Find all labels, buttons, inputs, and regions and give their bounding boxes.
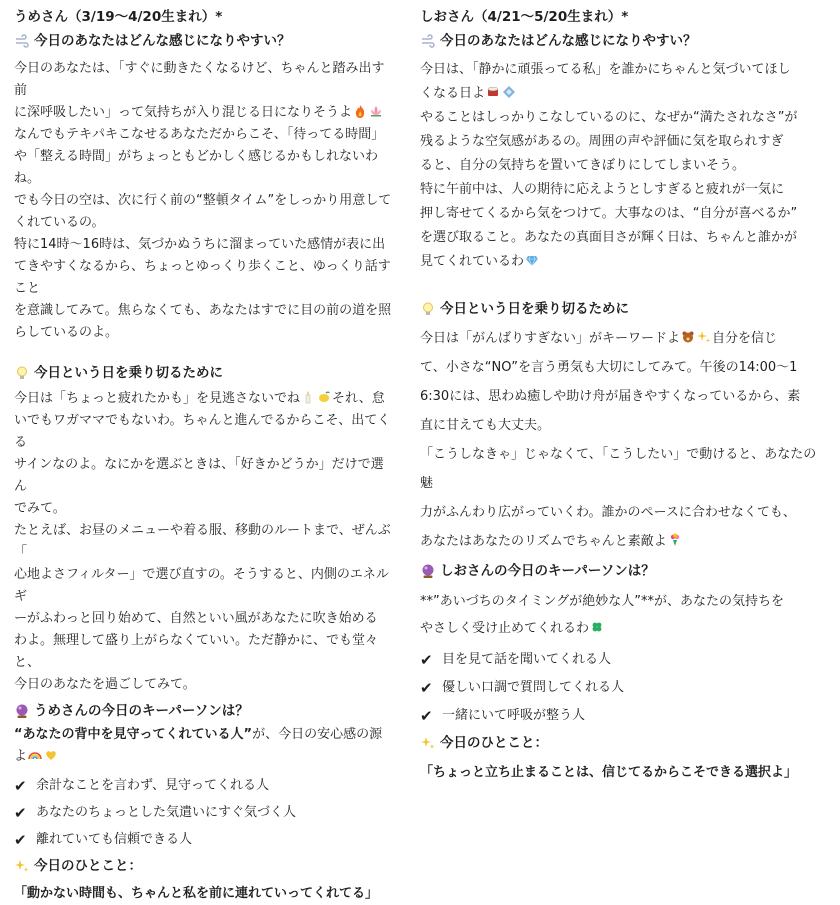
four-leaf-clover-icon (590, 620, 604, 634)
left-keyperson-heading: うめさんの今日のキーパーソンは？ (34, 703, 249, 719)
left-p2-line: わよ。無理して盛り上がらなくていい。ただ静かに、でも堂々と、 (14, 633, 379, 670)
left-word-heading-row (14, 855, 392, 877)
left-p1-line: 特に14時〜16時は、気づかぬうちに溜まっていた感情が表に出 (14, 237, 386, 252)
check-mark-icon: ✔ (420, 707, 433, 725)
right-p1-line: 特に午前中は、人の期待に応えようとしすぎると疲れが一気に (420, 182, 785, 197)
right-p1-line: やることはしっかりこなしているのに、なぜか“満たされなさ”が (420, 110, 798, 125)
right-p1-line: くなる日よ (420, 82, 826, 106)
left-p2-line: でみて。 (14, 501, 66, 516)
fire-icon (353, 104, 367, 118)
lotus-icon (369, 104, 383, 118)
left-p2-line: たとえば、お昼のメニューや着る服、移動のルートまで、ぜんぶ「 (14, 523, 391, 560)
teddy-bear-icon (681, 330, 695, 344)
check-mark-icon: ✔ (420, 651, 433, 669)
left-p1-line: なんでもテキパキこなせるあなただからこそ、「待ってる時間」 (14, 127, 385, 142)
bouquet-icon (668, 533, 682, 547)
crystal-ball-icon (14, 703, 30, 719)
right-p1-line: ると、自分の気持ちを置いてきぼりにしてしまいそう。 (420, 158, 746, 173)
check-mark-icon: ✔ (420, 679, 433, 697)
left-word: 「動かない時間も、ちゃんと私を前に連れていってくれてる」 (14, 886, 379, 901)
right-paragraph-1 (420, 58, 826, 274)
left-q-heading: 今日のあなたはどんな感じになりやすい？ (34, 33, 291, 49)
drum-icon (486, 85, 500, 99)
left-p1-line: 今日のあなたは、「すぐに動きたくなるけど、ちゃんと踏み出す前 (14, 61, 385, 98)
right-p2-line: 「こうしなきゃ」じゃなくて、「こうしたい」で動けると、あなたの魅 (420, 447, 817, 491)
yellow-heart-icon (44, 748, 58, 762)
light-bulb-icon (420, 301, 436, 317)
diamond-pattern-icon (502, 85, 516, 99)
left-p2-line: ーがふわっと回り始めて、自然といい風があなたに吹き始める (14, 611, 378, 626)
right-word-heading-row (420, 732, 826, 754)
right-q-heading: 今日のあなたはどんな感じになりやすい？ (440, 33, 697, 49)
left-paragraph-2 (14, 388, 392, 696)
light-bulb-icon (14, 365, 30, 381)
candle-icon (301, 390, 315, 404)
right-column (420, 6, 826, 784)
left-p1-line: くれているの。 (14, 215, 105, 230)
left-p2-line: いでもワガママでもないわ。ちゃんと進んでるからこそ、出てくる (14, 413, 391, 450)
wind-icon (14, 33, 30, 49)
list-item: ✔ 離れていても信頼できる人 (14, 830, 193, 849)
right-p2-line: 今日は「がんばりすぎない」がキーワードよ 自分を信じ (420, 331, 778, 346)
left-paragraph-1 (14, 58, 392, 344)
left-p2-line: サインなのよ。なにかを選ぶときは、「好きかどうか」だけで選ん (14, 457, 384, 494)
right-keyperson-line: やさしく受け止めてくれるわ (420, 615, 826, 642)
right-p2-line: 6:30には、思わぬ癒しや助け舟が届きやすくなっているから、素 (420, 389, 801, 404)
left-keyperson-heading-row (14, 700, 392, 722)
right-p1-line: 残るような空気感があるの。周囲の声や評価に気を取られすぎ (420, 134, 784, 149)
right-p1-line: 見てくれているわ (420, 250, 826, 274)
gem-icon (525, 253, 539, 267)
right-p1-line: 押し寄せてくるから気をつけて。大事なのは、“自分が喜べるか” (420, 206, 798, 221)
left-tips-heading: 今日という日を乗り切るために (34, 365, 223, 381)
left-p1-line: や「整える時間」がちょっともどかしく感じるかもしれないわね。 (14, 149, 379, 186)
right-title: しおさん（4/21〜5/20生まれ）* (420, 9, 629, 25)
right-check-list (420, 646, 826, 730)
left-keyperson-line: “あなたの背中を見守ってくれている人”が、今日の安心感の源 (14, 727, 383, 742)
list-item: ✔ 一緒にいて呼吸が整う人 (420, 707, 586, 725)
left-keyperson-line: よ (14, 746, 392, 768)
left-title: うめさん（3/19〜4/20生まれ）* (14, 9, 223, 25)
list-item: ✔ 余計なことを言わず、見守ってくれる人 (14, 776, 269, 795)
left-p2-line: 今日のあなたを過ごしてみて。 (14, 677, 196, 692)
left-p2-line: 心地よさフィルター」で選び直すの。そうすると、内側のエネルギ (14, 567, 389, 604)
check-mark-icon: ✔ (14, 830, 27, 849)
sparkles-icon (420, 735, 436, 751)
list-item: ✔ 優しい口調で質問してくれる人 (420, 679, 625, 697)
check-mark-icon: ✔ (14, 776, 27, 795)
left-p2-line: 今日は「ちょっと疲れたかも」を見逃さないでね それ、怠 (14, 391, 385, 406)
right-word-heading: 今日のひとこと： (440, 735, 548, 751)
left-p1-line: に深呼吸したい」って気持ちが入り混じる日になりそうよ (14, 102, 392, 124)
right-tips-heading-row (420, 298, 826, 320)
check-mark-icon: ✔ (14, 803, 27, 822)
right-p2-line: 直に甘えても大丈夫。 (420, 418, 551, 433)
right-p2-line: て、小さな“NO”を言う勇気も大切にしてみて。午後の14:00〜1 (420, 360, 798, 375)
left-column (14, 6, 392, 905)
right-keyperson-heading-row (420, 560, 826, 582)
right-q-heading-row (420, 30, 826, 52)
list-item: ✔ 目を見て話を聞いてくれる人 (420, 651, 612, 669)
right-p1-line: を選び取ること。あなたの真面目さが輝く日は、ちゃんと誰かが (420, 230, 798, 245)
left-p1-line: らしているのよ。 (14, 325, 119, 340)
left-q-heading-row (14, 30, 392, 52)
right-p2-line: 力がふんわり広がっていくわ。誰かのペースに合わせなくても、 (420, 505, 796, 520)
lemon-icon (317, 390, 331, 404)
right-p2-line: あなたはあなたのリズムでちゃんと素敵よ (420, 527, 826, 556)
crystal-ball-icon (420, 563, 436, 579)
sparkles-icon (14, 858, 30, 874)
right-paragraph-2 (420, 324, 826, 556)
right-word: 「ちょっと立ち止まることは、信じてるからこそできる選択よ」 (420, 765, 798, 780)
right-p1-line: 今日は、「静かに頑張ってる私」を誰かにちゃんと気づいてほし (420, 62, 791, 77)
list-item: ✔ あなたのちょっとした気遣いにすぐ気づく人 (14, 803, 297, 822)
right-tips-heading: 今日という日を乗り切るために (440, 301, 629, 317)
left-p1-line: でも今日の空は、次に行く前の“整頓タイム”をしっかり用意して (14, 193, 392, 208)
left-word-heading: 今日のひとこと： (34, 858, 142, 874)
wind-icon (420, 33, 436, 49)
left-check-list (14, 772, 392, 853)
left-p1-line: を意識してみて。焦らなくても、あなたはすでに目の前の道を照 (14, 303, 392, 318)
rainbow-icon (28, 748, 42, 762)
left-tips-heading-row (14, 362, 392, 384)
right-keyperson-line: **”あいづちのタイミングが絶妙な人”**が、あなたの気持ちを (420, 594, 784, 609)
left-p1-line: てきやすくなるから、ちょっとゆっくり歩くこと、ゆっくり話すこと (14, 259, 391, 296)
right-keyperson-heading: しおさんの今日のキーパーソンは？ (440, 563, 655, 579)
sparkles-small-icon (697, 330, 711, 344)
